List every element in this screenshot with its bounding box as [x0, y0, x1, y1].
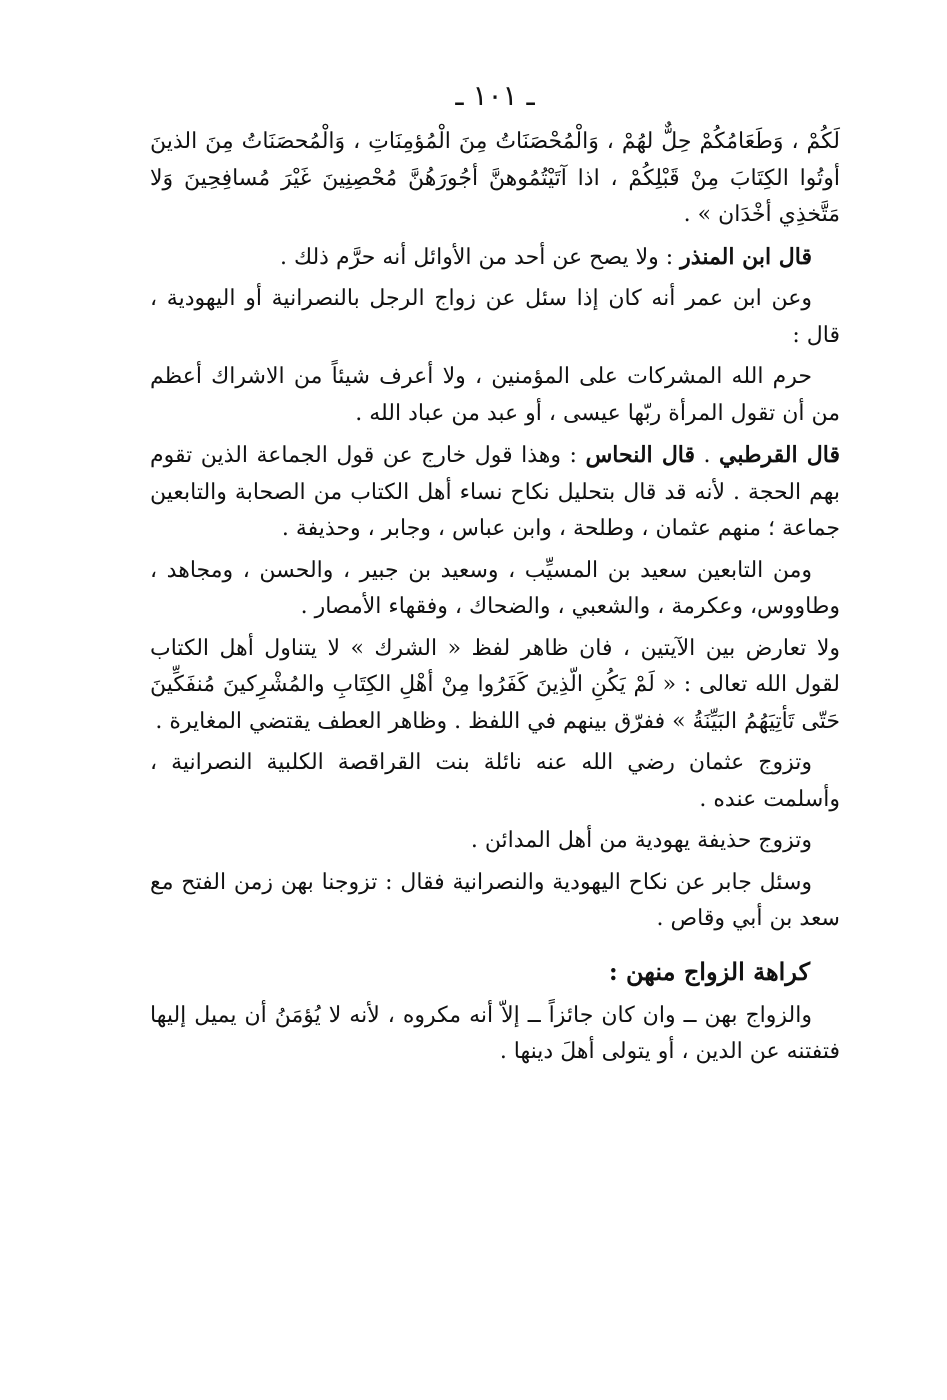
paragraph-hudhayfa: وتزوج حذيفة يهودية من أهل المدائن . — [470, 828, 812, 853]
speaker-ibn-mundhir: قال ابن المنذر — [680, 243, 812, 270]
qurtubi-separator: . — [695, 443, 720, 468]
speaker-qurtubi: قال القرطبي — [719, 442, 840, 468]
paragraph-jabir: وسئل جابر عن نكاح اليهودية والنصرانية فقال : تزوجنا بهن زمن الفتح مع سعد بن أبي وقاص . — [150, 869, 840, 931]
paragraph-no-conflict: ولا تعارض بين الآيتين ، فان ظاهر لفظ « الشرك » لا يتناول أهل الكتاب لقول الله تعالى : « لَمْ يَكُنِ الّذِينَ كَفَرُوا مِنْ أهْلِ الكِتَابِ والمُشْرِكينَ مُنفَكِّينَ حَتّى تَأتِيَهُمُ البَيِّنَةُ » ففرّق بينهم في اللفظ . وظاهر العطف يقتضي المغايرة . — [150, 635, 840, 734]
ibn-mundhir-text: : ولا يصح عن أحد من الأوائل أنه حرَّم ذلك . — [279, 244, 681, 270]
speaker-nahhas: قال النحاس — [585, 442, 696, 468]
paragraph-ibn-mundhir — [150, 239, 840, 277]
quran-quote-continuation: لَكُمْ ، وَطَعَامُكُمْ حِلٌّ لهُمْ ، وَالْمُحْصَنَاتُ مِنَ الْمُؤمِنَاتِ ، وَالْمُحصَنَاتُ مِنَ الذينَ أوتُوا الكِتَابَ مِنْ قَبْلِكُمْ ، اذا آتَيْتُمُوهنَّ أجُورَهُنَّ مُحْصِنِينَ غَيْرَ مُسافِحِينَ وَلا مَتَّخذِي أخْدَان » . — [150, 129, 840, 227]
paragraph-karaha: والزواج بهن ــ وان كان جائزاً ــ إلاّ أنه مكروه ، لأنه لا يُؤمَنُ أن يميل إليها فتفتنه عن الدين ، أو يتولى أهلَ دينها . — [150, 1002, 840, 1064]
paragraph-uthman: وتزوج عثمان رضي الله عنه نائلة بنت القراقصة الكلبية النصرانية ، وأسلمت عنده . — [150, 750, 840, 812]
paragraph-qurtubi — [150, 437, 840, 548]
section-heading: كراهة الزواج منهن : — [608, 956, 810, 986]
qurtubi-text: : وهذا قول خارج عن قول الجماعة الذين تقوم بهم الحجة . لأنه قد قال بتحليل نكاح نساء أهل الكتاب من الصحابة والتابعين جماعة ؛ منهم عثمان ، وطلحة ، وابن عباس ، وجابر ، وحذيفة . — [150, 443, 840, 541]
paragraph-ibn-umar-quote: حرم الله المشركات على المؤمنين ، ولا أعرف شيئاً من الاشراك أعظم من أن تقول المرأة ربّها عيسى ، أو عبد من عباد الله . — [150, 364, 840, 426]
paragraph-tabieen: ومن التابعين سعيد بن المسيِّب ، وسعيد بن جبير ، والحسن ، ومجاهد ، وطاووس، وعكرمة ، والشعبي ، والضحاك ، وفقهاء الأمصار . — [150, 557, 840, 619]
paragraph-ibn-umar: وعن ابن عمر أنه كان إذا سئل عن زواج الرجل بالنصرانية أو اليهودية ، قال : — [150, 286, 840, 348]
document-page — [150, 78, 840, 1076]
page-number: ـ ١٠١ ـ — [455, 79, 535, 112]
